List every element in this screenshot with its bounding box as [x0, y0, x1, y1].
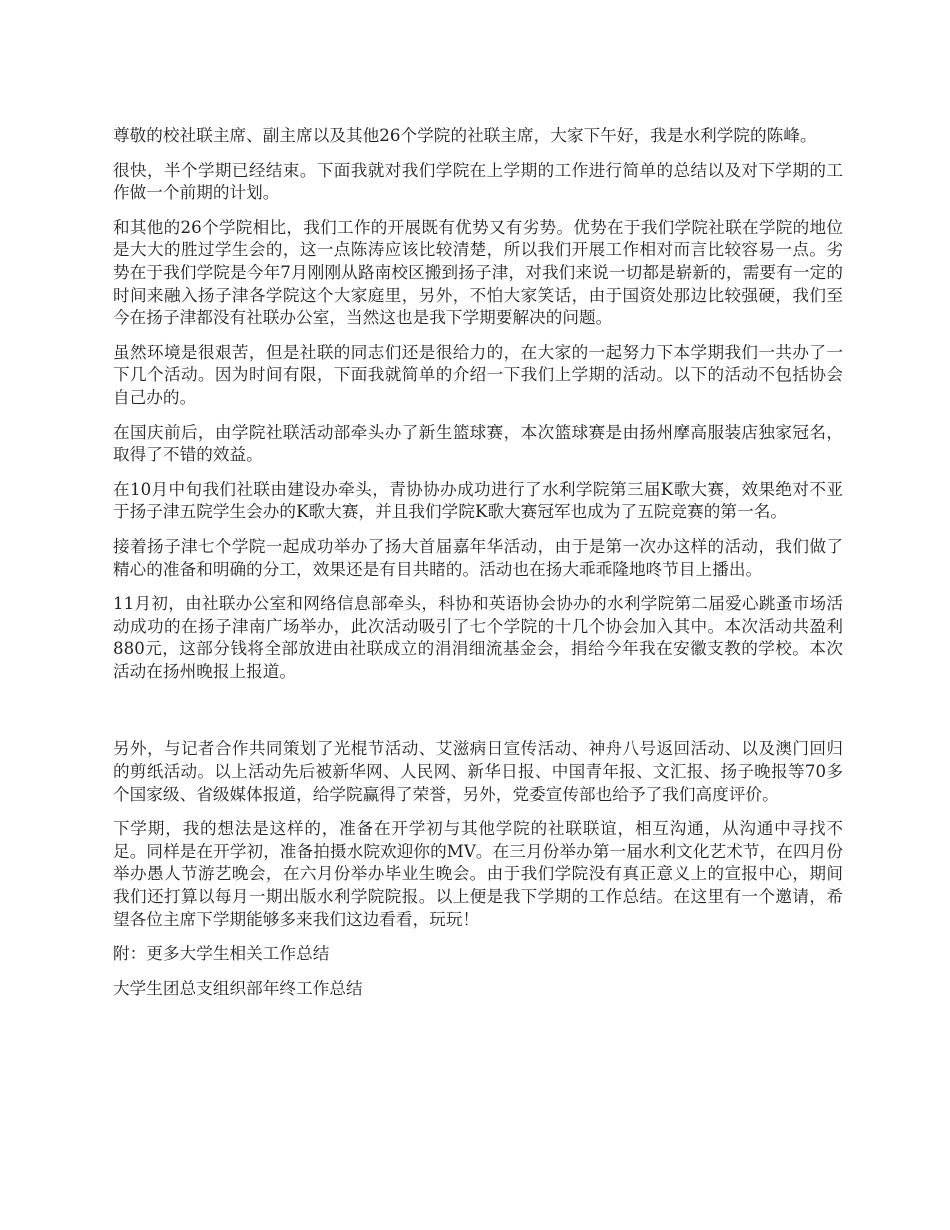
paragraph-carnival: 接着扬子津七个学院一起成功举办了扬大首届嘉年华活动，由于是第一次办这样的活动，我们做了精心的准备和明确的分工，效果还是有目共睹的。活动也在扬大乖乖隆地咚节目上播出。: [113, 536, 843, 579]
paragraph-strengths-weaknesses: 和其他的26个学院相比，我们工作的开展既有优势又有劣势。优势在于我们学院社联在学院的地位是大大的胜过学生会的，这一点陈涛应该比较清楚，所以我们开展工作相对而言比较容易一点。劣势在于我们学院是今年7月刚刚从路南校区搬到扬子津，对我们来说一切都是崭新的，需要有一定的时间来融入扬子津各学院这个大家庭里，另外，不怕大家笑话，由于国资处那边比较强硬，我们至今在扬子津都没有社联办公室，当然这也是我下学期要解决的问题。: [113, 217, 843, 328]
paragraph-flea-market: 11月初，由社联办公室和网络信息部牵头，科协和英语协会协办的水利学院第二届爱心跳蚤市场活动成功的在扬子津南广场举办，此次活动吸引了七个学院的十几个协会加入其中。本次活动共盈利880元，这部分钱将全部放进由社联成立的涓涓细流基金会，捐给今年我在安徽支教的学校。本次活动在扬州晚报上报道。: [113, 594, 843, 681]
paragraph-next-semester: 下学期，我的想法是这样的，准备在开学初与其他学院的社联联谊，相互沟通，从沟通中寻找不足。同样是在开学初，准备拍摄水院欢迎你的MV。在三月份举办第一届水利文化艺术节，在四月份举办愚人节游艺晚会，在六月份举办毕业生晚会。由于我们学院没有真正意义上的宣报中心，期间我们还打算以每月一期出版水利学院院报。以上便是我下学期的工作总结。在这里有一个邀请，希望各位主席下学期能够多来我们这边看看，玩玩！: [113, 819, 843, 929]
paragraph-media-coverage: 另外，与记者合作共同策划了光棍节活动、艾滋病日宣传活动、神舟八号返回活动、以及澳门回归的剪纸活动。以上活动先后被新华网、人民网、新华日报、中国青年报、文汇报、扬子晚报等70多个国家级、省级媒体报道，给学院赢得了荣誉，另外，党委宣传部也给予了我们高度评价。: [113, 739, 843, 804]
paragraph-related-summary: 大学生团总支组织部年终工作总结: [113, 978, 363, 998]
document-body: [113, 125, 843, 1012]
paragraph-appendix: 附：更多大学生相关工作总结: [113, 944, 330, 964]
paragraph-karaoke: 在10月中旬我们社联由建设办牵头，青协协办成功进行了水利学院第三届K歌大赛，效果绝对不亚于扬子津五院学生会办的K歌大赛，并且我们学院K歌大赛冠军也成为了五院竞赛的第一名。: [113, 479, 843, 522]
paragraph-intro: 很快，半个学期已经结束。下面我就对我们学院在上学期的工作进行简单的总结以及对下学期的工作做一个前期的计划。: [113, 160, 843, 203]
paragraph-greeting: 尊敬的校社联主席、副主席以及其他26个学院的社联主席，大家下午好，我是水利学院的陈峰。: [113, 126, 817, 145]
paragraph-basketball: 在国庆前后，由学院社联活动部牵头办了新生篮球赛，本次篮球赛是由扬州摩高服装店独家冠名，取得了不错的效益。: [113, 422, 843, 465]
paragraph-activities-overview: 虽然环境是很艰苦，但是社联的同志们还是很给力的，在大家的一起努力下本学期我们一共办了一下几个活动。因为时间有限，下面我就简单的介绍一下我们上学期的活动。以下的活动不包括协会自己办的。: [113, 342, 843, 407]
